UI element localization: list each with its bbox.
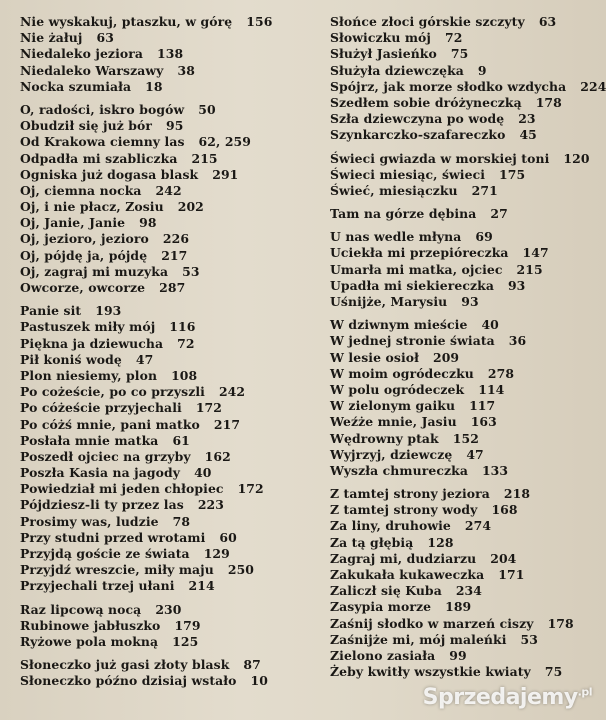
entry-page-number: 271 [471,182,498,198]
entry-title: Zasypia morze [330,599,432,615]
entry-page-number: 18 [145,78,163,94]
entry-page-number: 147 [522,245,549,261]
index-entry [20,433,310,449]
entry-title: Oj, ciemna nocka [20,182,142,198]
entry-title: Spójrz, jak morze słodko wzdycha [330,78,567,94]
index-entry [20,280,310,296]
entry-page-number: 209 [432,349,460,365]
entry-title: Plon niesiemy, plon [20,367,158,383]
entry-page-number: 117 [469,398,496,414]
entry-title: Owcorze, owcorze [20,280,146,295]
entry-page-number: 47 [135,351,154,367]
entry-title: Z tamtej strony jeziora [330,486,490,502]
entry-title: Powiedział mi jeden chłopiec [20,481,224,497]
entry-page-number: 163 [470,414,497,430]
index-entry [330,463,600,479]
entry-title: Piękna ja dziewucha [20,335,164,351]
index-entry [330,350,600,366]
index-letter-group [330,14,606,144]
index-entry [20,634,310,650]
entry-page-number: 108 [171,367,198,383]
index-entry [330,294,600,310]
entry-page-number: 99 [449,647,467,663]
entry-title: Przyjdą goście ze świata [20,546,190,561]
entry-page-number: 242 [155,182,182,198]
entry-page-number: 224 [580,78,606,94]
entry-title: Słowiczku mój [330,30,431,46]
entry-page-number: 133 [481,462,509,478]
entry-page-number: 156 [246,14,273,29]
entry-page-number: 10 [250,673,268,689]
entry-page-number: 63 [538,14,557,29]
entry-title: Wędrowny ptak [330,430,439,446]
entry-page-number: 204 [490,550,517,566]
entry-title: Świeci gwiazda w morskiej toni [330,150,550,166]
index-entry [330,229,600,245]
entry-page-number: 230 [155,601,182,617]
index-entry [330,317,600,333]
entry-title: Ogniska już dogasa blask [20,166,199,182]
index-entry [20,602,310,618]
index-entry [20,384,310,400]
index-entry [330,502,600,518]
index-entry [330,206,600,222]
entry-title: Uciekła mi przepióreczka [330,245,509,261]
entry-title: W lesie osioł [330,349,419,365]
index-entry [330,183,600,199]
index-entry [20,514,310,530]
entry-title: Oj, i nie płacz, Zosiu [20,199,164,215]
entry-page-number: 217 [161,247,188,263]
index-entry [20,303,310,319]
entry-title: Zagraj mi, dudziarzu [330,550,477,566]
entry-title: Uśnijże, Marysiu [330,294,448,309]
entry-page-number: 50 [198,101,216,117]
index-entry [20,183,310,199]
entry-title: Tam na górze dębina [330,206,477,222]
entry-page-number: 69 [475,229,493,245]
index-entry [20,167,310,183]
index-entry [330,30,600,46]
index-entry [330,583,600,599]
index-entry [330,127,600,143]
index-entry [330,518,600,534]
entry-page-number: 172 [237,481,264,497]
entry-title: Wyjrzyj, dziewczę [330,446,453,462]
index-entry [20,118,310,134]
entry-title: Oj, pójdę ja, pójdę [20,247,148,263]
entry-page-number: 40 [481,317,499,333]
entry-title: Żeby kwitły wszystkie kwiaty [330,664,531,680]
entry-page-number: 172 [195,400,222,416]
entry-page-number: 218 [503,486,531,502]
index-entry [330,398,600,414]
entry-page-number: 125 [172,633,199,649]
entry-page-number: 215 [191,150,218,166]
entry-page-number: 223 [197,497,224,513]
entry-page-number: 291 [212,166,239,182]
entry-title: Raz lipcową nocą [20,601,142,617]
entry-page-number: 226 [162,231,190,247]
index-column-right [330,14,606,687]
index-entry [20,151,310,167]
entry-page-number: 95 [166,118,184,134]
entry-title: Posłała mnie matka [20,432,159,448]
entry-title: Pił koniś wodę [20,351,122,367]
index-letter-group [20,303,310,594]
entry-page-number: 60 [219,529,237,545]
index-entry [20,481,310,497]
index-entry [20,530,310,546]
entry-page-number: 75 [450,46,469,62]
index-entry [330,648,600,664]
index-entry [330,664,600,680]
index-letter-group [20,657,310,689]
index-entry [330,333,600,349]
entry-title: Niedaleko Warszawy [20,62,164,78]
entry-title: W jednej stronie świata [330,333,495,349]
index-entry [20,368,310,384]
entry-page-number: 217 [213,416,241,432]
entry-page-number: 214 [188,578,215,594]
entry-title: Świeć, miesiączku [330,182,458,198]
entry-title: W dziwnym mieście [330,317,468,333]
index-letter-group [330,206,600,222]
index-letter-group [20,14,310,95]
index-letter-group [330,486,600,680]
entry-title: Poszedł ojciec na grzyby [20,448,191,464]
entry-title: Wyszła chmureczka [330,462,468,478]
entry-title: Oj, jezioro, jezioro [20,231,149,247]
index-entry [20,618,310,634]
index-entry [330,151,600,167]
index-entry [330,262,600,278]
index-entry [20,417,310,433]
entry-page-number: 234 [455,583,482,599]
entry-title: Przyjechali trzej ułani [20,578,175,594]
entry-title: Oj, Janie, Janie [20,215,126,231]
index-entry [330,111,600,127]
entry-title: Obudził się już bór [20,118,153,134]
index-entry [20,14,310,30]
entry-title: Przyjdź wreszcie, miły maju [20,562,214,578]
index-entry [330,63,600,79]
index-entry [330,599,600,615]
index-entry [330,46,600,62]
index-entry [20,352,310,368]
index-entry [330,447,600,463]
entry-page-number: 274 [464,518,492,534]
entry-title: Ryżowe pola mokną [20,633,159,649]
entry-page-number: 75 [544,664,563,680]
entry-page-number: 93 [507,277,526,293]
entry-title: Nocka szumiała [20,78,132,94]
entry-title: Pastuszek miły mój [20,319,156,335]
entry-title: Niedaleko jeziora [20,46,143,62]
entry-title: Weźże mnie, Jasiu [330,414,457,430]
index-entry [330,632,600,648]
sprzedajemy-watermark [423,685,592,710]
entry-page-number: 47 [466,446,484,462]
index-letter-group [330,151,600,200]
entry-page-number: 287 [159,280,186,295]
entry-page-number: 27 [490,206,508,222]
entry-page-number: 250 [227,562,255,578]
entry-page-number: 61 [172,432,190,448]
index-column-left [20,14,310,697]
entry-page-number: 202 [177,199,204,215]
entry-page-number: 63 [96,30,114,46]
index-entry [20,264,310,280]
index-entry [20,248,310,264]
entry-page-number: 78 [172,513,191,529]
index-entry [330,245,600,261]
entry-page-number: 36 [508,333,527,349]
entry-page-number: 38 [177,62,195,78]
index-letter-group [20,102,310,296]
index-entry [330,616,600,632]
index-entry [20,102,310,118]
index-letter-group [330,229,600,310]
index-entry [330,167,600,183]
entry-page-number: 62, 259 [198,134,251,150]
index-entry [330,14,600,30]
entry-page-number: 45 [519,127,537,143]
index-entry [20,562,310,578]
entry-title: Służył Jasieńko [330,46,437,62]
entry-title: Rubinowe jabłuszko [20,617,161,633]
index-entry [20,546,310,562]
entry-page-number: 162 [204,448,231,464]
entry-page-number: 40 [194,465,212,481]
entry-page-number: 193 [95,303,122,319]
entry-page-number: 129 [203,546,230,561]
index-entry [330,78,606,95]
entry-title: Zielono zasiała [330,647,436,663]
entry-page-number: 98 [139,215,157,231]
index-entry [330,486,600,502]
entry-page-number: 72 [177,335,195,351]
entry-page-number: 178 [547,615,574,631]
entry-title: Oj, zagraj mi muzyka [20,263,169,279]
entry-page-number: 116 [169,319,196,335]
index-entry [20,449,310,465]
entry-title: W zielonym gaiku [330,398,456,414]
entry-title: Upadła mi siekiereczka [330,277,494,293]
entry-page-number: 171 [498,567,525,582]
index-entry [20,231,310,247]
entry-title: U nas wedle młyna [330,229,462,245]
entry-title: Po cożeście, po co przyszli [20,384,205,400]
entry-page-number: 120 [563,150,590,166]
index-entry [20,134,310,150]
entry-title: Nie żałuj [20,30,83,46]
entry-page-number: 168 [491,502,518,518]
entry-title: Zaśnij słodko w marzeń ciszy [330,615,534,631]
entry-page-number: 138 [157,46,184,62]
index-entry [20,497,310,513]
index-entry [330,551,600,567]
entry-title: Słoneczko już gasi złoty blask [20,657,230,673]
entry-page-number: 23 [518,111,536,127]
watermark-brand: Sprzedajemy [422,685,578,710]
entry-page-number: 53 [182,263,200,279]
entry-title: W moim ogródeczku [330,365,474,381]
index-entry [20,30,310,46]
entry-title: Po cóżeście przyjechali [20,400,182,416]
entry-page-number: 128 [427,534,454,550]
entry-title: Panie sit [20,303,82,319]
entry-page-number: 9 [477,62,487,78]
entry-title: Nie wyskakuj, ptaszku, w górę [20,14,233,29]
entry-title: Zaśnijże mi, mój maleńki [330,631,507,647]
entry-title: O, radości, iskro bogów [20,101,185,117]
entry-page-number: 87 [243,657,261,673]
entry-page-number: 175 [499,166,526,182]
entry-page-number: 178 [535,94,562,110]
entry-page-number: 53 [520,631,538,647]
entry-title: Szedłem sobie dróżyneczką [330,94,522,110]
entry-page-number: 215 [516,261,543,277]
index-entry [20,79,310,95]
entry-title: Przy studni przed wrotami [20,529,206,545]
entry-title: Słońce złoci górskie szczyty [330,14,525,29]
index-entry [20,46,310,62]
index-letter-group [20,602,310,651]
index-entry [20,336,310,352]
index-entry [330,382,600,398]
entry-title: Umarła mi matka, ojciec [330,261,503,277]
entry-page-number: 278 [487,365,515,381]
index-entry [20,215,310,231]
entry-title: Prosimy was, ludzie [20,513,159,529]
entry-title: Po cóżś mnie, pani matko [20,416,200,432]
entry-title: Za tą głębią [330,534,414,550]
entry-title: Zakukała kukaweczka [330,567,485,582]
index-entry [330,535,600,551]
entry-page-number: 179 [174,617,201,633]
entry-title: Szła dziewczyna po wodę [330,111,505,127]
index-entry [20,199,310,215]
entry-title: Szynkarczko-szafareczko [330,127,506,143]
index-entry [20,319,310,335]
entry-page-number: 93 [461,294,479,309]
index-entry [330,278,600,294]
watermark-tld: .pl [577,685,592,699]
entry-page-number: 189 [445,599,472,615]
entry-page-number: 114 [478,381,505,397]
index-entry [20,673,310,689]
entry-page-number: 72 [445,30,463,46]
entry-title: Służyła dziewczęka [330,62,464,78]
index-entry [20,63,310,79]
entry-title: Pójdziesz-li ty przez las [20,497,184,513]
entry-title: Odpadła mi szabliczka [20,150,178,166]
entry-title: Za liny, druhowie [330,518,451,534]
entry-title: Poszła Kasia na jagody [20,465,181,481]
index-entry [20,578,310,594]
index-letter-group [330,317,600,479]
index-entry [330,95,600,111]
entry-title: Z tamtej strony wody [330,502,478,518]
index-entry [330,414,600,430]
index-entry [330,431,600,447]
entry-title: Słoneczko późno dzisiaj wstało [20,673,237,689]
index-entry [20,400,310,416]
index-entry [330,567,600,583]
index-entry [330,366,600,382]
entry-title: Zaliczł się Kuba [330,583,442,599]
entry-title: Od Krakowa ciemny las [20,134,185,150]
index-entry [20,465,310,481]
entry-title: Świeci miesiąc, świeci [330,166,486,182]
index-entry [20,657,310,673]
entry-page-number: 242 [218,384,246,400]
entry-title: W polu ogródeczek [330,381,465,397]
entry-page-number: 152 [452,430,479,446]
